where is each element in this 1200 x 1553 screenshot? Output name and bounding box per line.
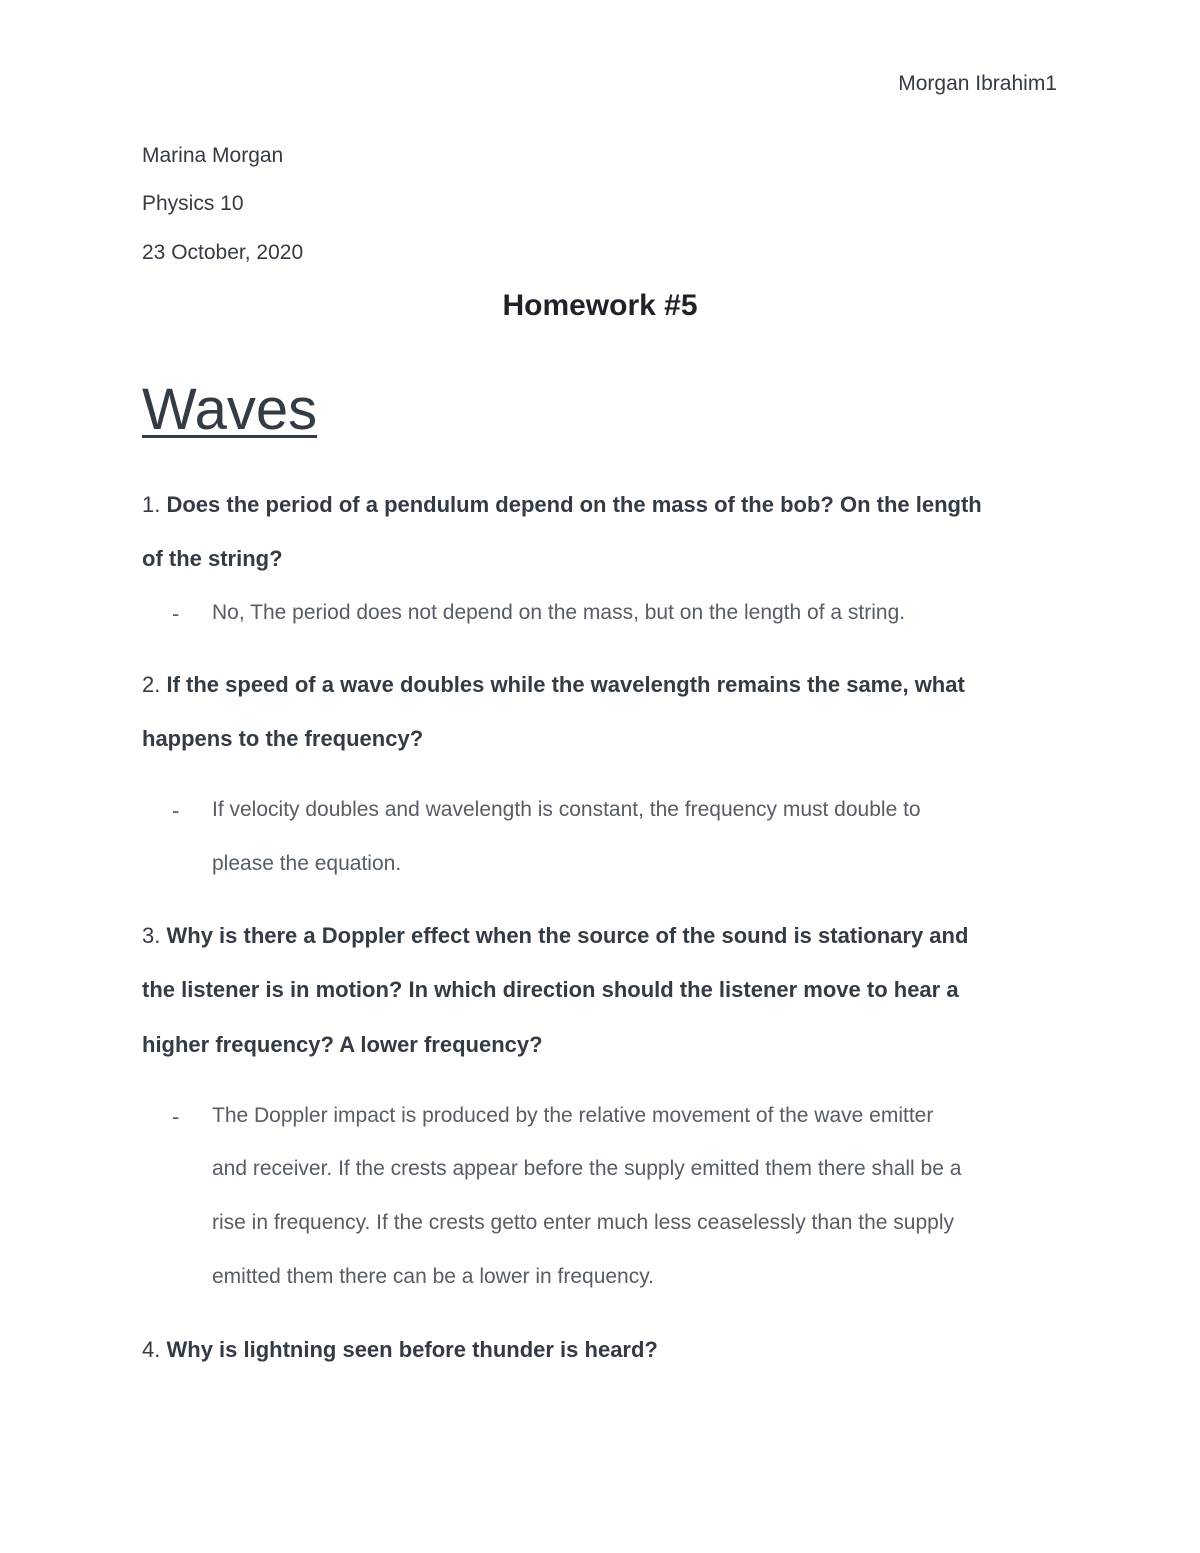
question-1-line-2: of the string? <box>142 546 283 571</box>
question-1-number: 1. <box>142 492 161 517</box>
answer-3-line-1: The Doppler impact is produced by the relative movement of the wave emitter <box>212 1104 934 1127</box>
answer-2-bullet: - <box>172 798 180 823</box>
answer-2-line-2: please the equation. <box>212 852 402 875</box>
question-3-line-1 <box>142 923 968 949</box>
question-3-number: 3. <box>142 923 161 948</box>
question-2-text: If the speed of a wave doubles while the wavelength remains the same, what <box>166 672 965 697</box>
question-1-line-1 <box>142 492 982 518</box>
student-name: Marina Morgan <box>142 144 284 167</box>
section-heading: Waves <box>142 377 318 442</box>
question-3-line-2: the listener is in motion? In which direction should the listener move to hear a <box>142 977 959 1002</box>
running-head: Morgan Ibrahim1 <box>898 72 1057 95</box>
answer-3-line-4: emitted them there can be a lower in frequency. <box>212 1265 655 1288</box>
question-2-line-1 <box>142 672 965 698</box>
question-2-number: 2. <box>142 672 161 697</box>
course-name: Physics 10 <box>142 192 244 215</box>
date: 23 October, 2020 <box>142 241 304 264</box>
answer-1-bullet: - <box>172 601 180 626</box>
answer-3-bullet: - <box>172 1104 180 1129</box>
answer-3-line-2: and receiver. If the crests appear before the supply emitted them there shall be a <box>212 1157 962 1180</box>
answer-3-line-3: rise in frequency. If the crests getto enter much less ceaselessly than the supply <box>212 1211 954 1234</box>
question-2-line-2: happens to the frequency? <box>142 726 424 751</box>
question-4-text: Why is lightning seen before thunder is heard? <box>166 1337 658 1362</box>
answer-2-line-1: If velocity doubles and wavelength is constant, the frequency must double to <box>212 798 921 821</box>
question-1-text: Does the period of a pendulum depend on the mass of the bob? On the length <box>166 492 982 517</box>
question-3-line-3: higher frequency? A lower frequency? <box>142 1032 543 1057</box>
answer-1-line-1: No, The period does not depend on the mass, but on the length of a string. <box>212 601 906 624</box>
question-4-line-1 <box>142 1337 658 1363</box>
page-title: Homework #5 <box>502 289 698 322</box>
question-4-number: 4. <box>142 1337 161 1362</box>
question-3-text: Why is there a Doppler effect when the source of the sound is stationary and <box>166 923 969 948</box>
